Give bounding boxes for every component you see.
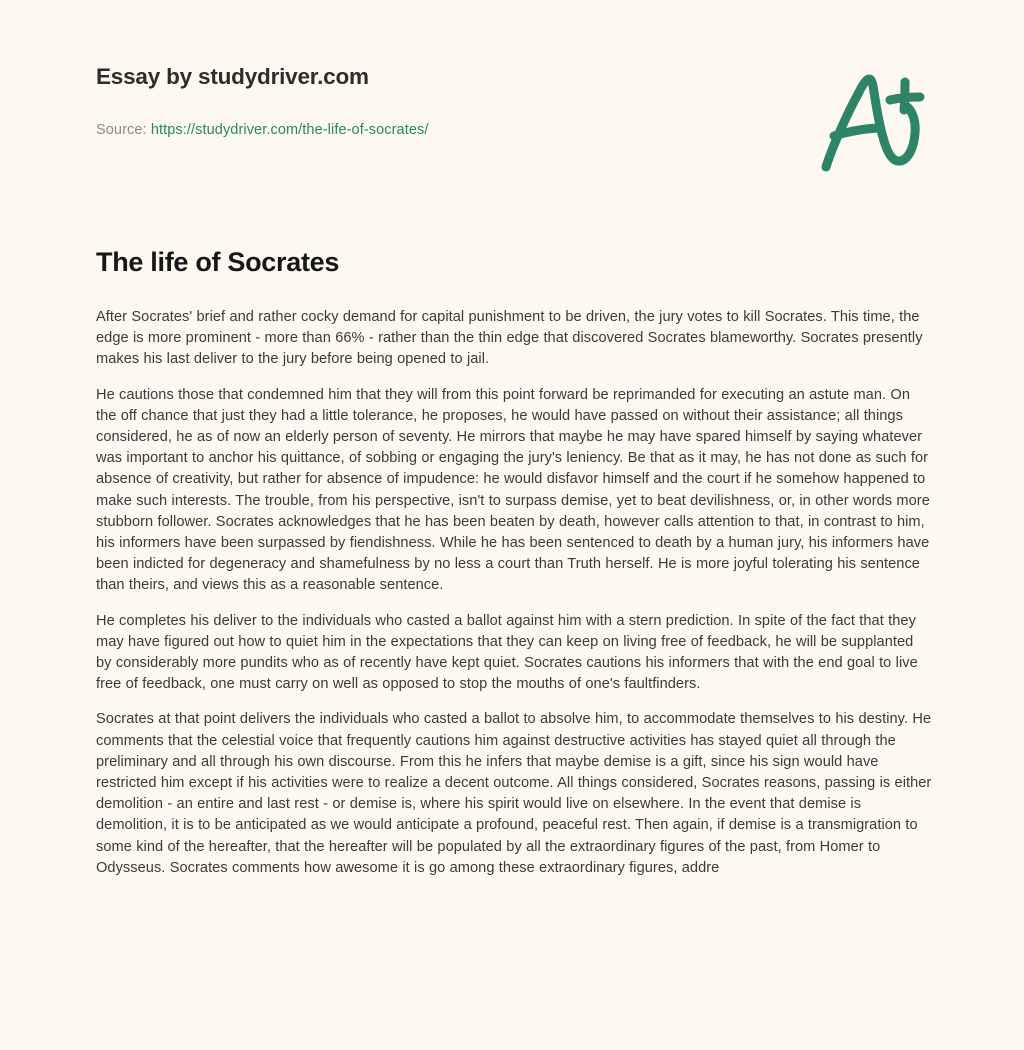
page-title: The life of Socrates — [96, 247, 340, 277]
article-paragraph: He cautions those that condemned him that they will from this point forward be reprimanded for executing an astute man. On the off chance that just they had a little tolerance, he proposes, he would have passed on without their assistance; all things considered, he as of now an elderly person of seventy. He mirrors that maybe he may have spared himself by saying whatever was important to anchor his quittance, of sobbing or engaging the jury's leniency. Be that as it may, he has not done as such for absence of creativity, but rather for absence of impudence: he would disfavor himself and the court if he somehow happened to make such interests. The trouble, from his perspective, isn't to surpass demise, yet to beat devilishness, or, in other words more stubborn follower. Socrates acknowledges that he has been beaten by death, however calls attention to that, in contrast to him, his informers have been surpassed by fiendishness. While he has been sentenced to death by a human jury, his informers have been indicted for degeneracy and shamefulness by no less a court than Truth herself. He is more joyful tolerating his sentence than theirs, and views this as a reasonable sentence. — [96, 386, 930, 594]
source-label: Source: — [96, 122, 147, 138]
essay-byline: Essay by studydriver.com — [96, 64, 369, 89]
article-paragraph: He completes his deliver to the individuals who casted a ballot against him with a stern prediction. In spite of the fact that they may have figured out how to quiet him in the expectations that they can keep on living free of feedback, he will be supplanted by considerably more pundits who as of recently have kept quiet. Socrates cautions his informers that with the end goal to live free of feedback, one must carry on well as opposed to stop the mouths of one's faultfinders. — [96, 612, 918, 693]
article-body — [96, 307, 932, 879]
source-line — [96, 122, 429, 138]
source-url-link[interactable]: https://studydriver.com/the-life-of-socrates/ — [150, 122, 429, 138]
page-header — [0, 0, 1024, 200]
article — [96, 245, 932, 879]
article-paragraph: Socrates at that point delivers the individuals who casted a ballot to absolve him, to accommodate themselves to his destiny. He comments that the celestial voice that frequently cautions him against destructive activities has stayed quiet all through the preliminary and all through his own discourse. From this he infers that maybe demise is a gift, since his sign would have restricted him except if his activities were to realize a decent outcome. All things considered, Socrates reasons, passing is either demolition - an entire and last rest - or demise is, where his spirit would live on elsewhere. In the event that demise is demolition, it is to be anticipated as we would anticipate a profound, peaceful rest. Then again, if demise is a transmigration to some kind of the hereafter, that the hereafter will be populated by all the extraordinary figures of the past, from Homer to Odysseus. Socrates comments how awesome it is go among these extraordinary figures, addre — [96, 711, 932, 876]
article-paragraph: After Socrates' brief and rather cocky demand for capital punishment to be driven, the jury votes to kill Socrates. This time, the edge is more prominent - more than 66% - rather than the thin edge that discovered Socrates blameworthy. Socrates presently makes his last deliver to the jury before being opened to jail. — [96, 309, 923, 368]
a-plus-logo-icon — [812, 70, 936, 174]
